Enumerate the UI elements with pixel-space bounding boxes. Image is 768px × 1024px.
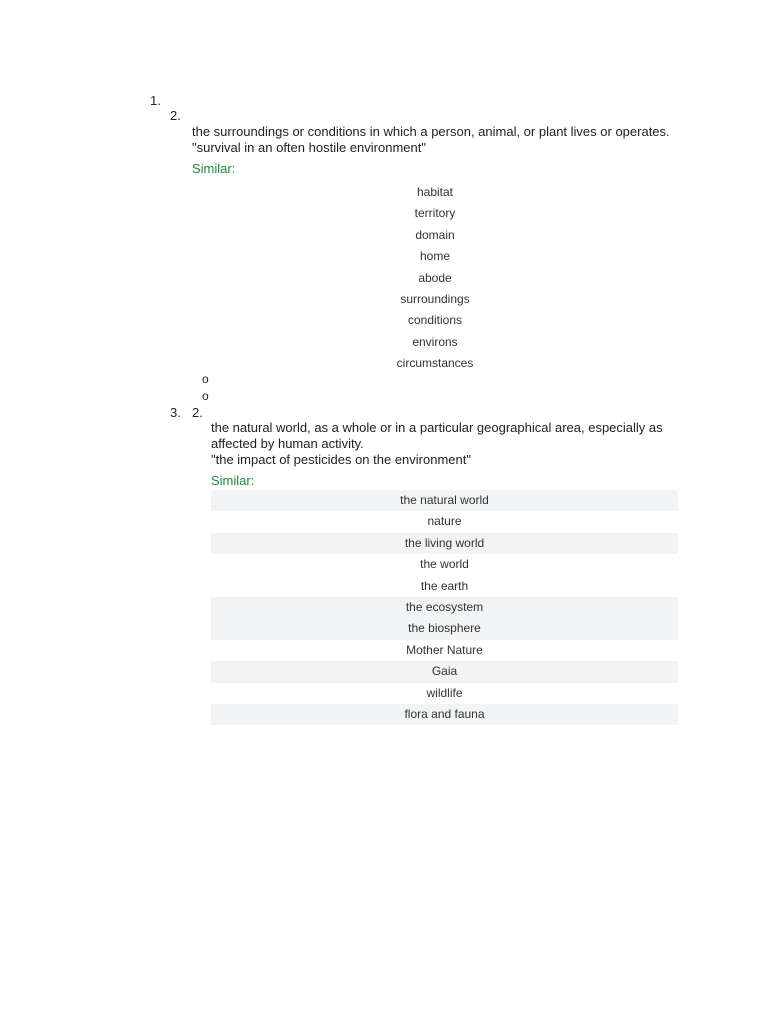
synonym-item[interactable]: habitat [416, 185, 454, 199]
synonym-item[interactable]: the natural world [211, 490, 678, 511]
synonym-item[interactable]: wildlife [426, 685, 463, 700]
sense-2-synonym-list [211, 490, 678, 725]
list-number-1: 1. [150, 93, 161, 108]
synonym-item[interactable]: flora and fauna [211, 704, 678, 725]
synonym-item[interactable]: territory [414, 206, 456, 221]
sense-1-synonym-list [192, 182, 678, 375]
synonym-item[interactable]: Gaia [211, 661, 678, 682]
list-number-2: 2. [170, 108, 181, 123]
synonym-item[interactable]: nature [427, 514, 462, 529]
synonym-item[interactable]: the ecosystem [211, 597, 678, 618]
sense-1-example: "survival in an often hostile environment" [192, 140, 426, 155]
synonym-item[interactable]: conditions [407, 313, 463, 328]
list-bullet: o [202, 389, 209, 403]
synonym-item[interactable]: environs [412, 334, 458, 349]
sense-2-example: "the impact of pesticides on the environment" [211, 452, 471, 467]
list-number-2-nested: 2. [192, 405, 203, 420]
sense-2-similar-label: Similar: [211, 473, 255, 488]
sense-1-definition: the surroundings or conditions in which a person, animal, or plant lives or operates. [192, 124, 670, 139]
synonym-item[interactable]: the biosphere [211, 618, 678, 639]
sense-2-definition: the natural world, as a whole or in a particular geographical area, especially as affected by human activity. [211, 420, 663, 451]
synonym-item[interactable]: home [419, 249, 451, 264]
list-number-3: 3. [170, 405, 181, 420]
synonym-item[interactable]: surroundings [400, 291, 470, 306]
synonym-item[interactable]: the world [420, 557, 469, 572]
sense-1-similar-label: Similar: [192, 161, 236, 176]
list-bullet: o [202, 372, 209, 386]
synonym-item[interactable]: domain [415, 227, 455, 242]
synonym-item[interactable]: abode [418, 270, 452, 285]
synonym-item[interactable]: the earth [420, 578, 469, 593]
synonym-item[interactable]: circumstances [396, 356, 474, 371]
synonym-item[interactable]: the living world [211, 533, 678, 554]
synonym-item[interactable]: Mother Nature [406, 642, 483, 657]
